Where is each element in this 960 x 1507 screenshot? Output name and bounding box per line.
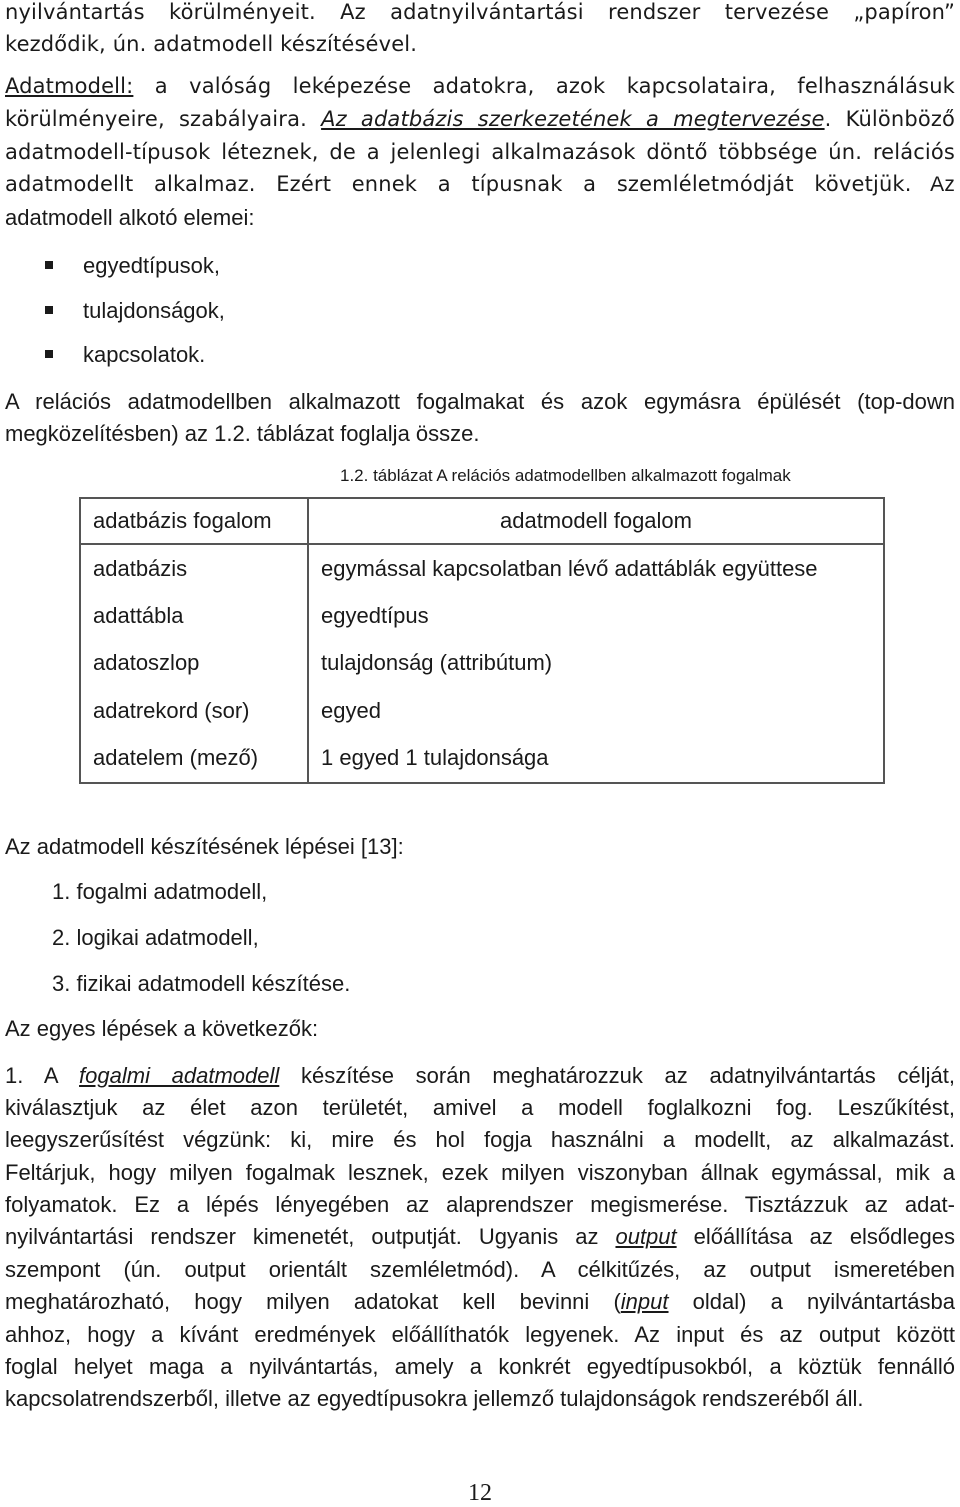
summary-line-1: A relációs adatmodellben alkalmazott fogalmakat és azok egymásra épülését (top-down <box>5 389 955 414</box>
table-header-cell: adatmodell fogalom <box>308 498 884 544</box>
table-row <box>80 544 884 592</box>
table-row <box>80 592 884 639</box>
bullet-item <box>45 253 745 283</box>
definition-line-1 <box>5 74 955 98</box>
intro-line-6b: Az <box>911 173 955 196</box>
table-cell: adattábla <box>80 592 308 639</box>
definition-text: a valóság leképezése adatokra, azok kapcsolataira, felhasználásuk <box>133 74 955 98</box>
bullet-item <box>45 298 745 328</box>
para-text: meghatározható, hogy milyen adatokat kell bevinni ( <box>5 1289 621 1314</box>
para-line-5: folyamatok. Ez a lépés lényegében az alaprendszer megismerése. Tisztázzuk az adat- <box>5 1192 955 1217</box>
definition-text-2a: körülményeire, szabályaira. <box>5 107 322 131</box>
para-line-4: Feltárjuk, hogy milyen fogalmak lesznek, ezek milyen viszonyban állnak egymással, mik a <box>5 1160 955 1185</box>
para-term: fogalmi adatmodell <box>79 1063 280 1088</box>
bullet-item <box>45 342 745 372</box>
intro-line-5: adatmodell-típusok léteznek, de a jelenlegi alkalmazások döntő többsége ún. relációs <box>5 140 955 164</box>
para-line-8 <box>5 1289 955 1315</box>
page-number: 12 <box>468 1480 492 1506</box>
table-header-cell: adatbázis fogalom <box>80 498 308 544</box>
bullet-square-icon <box>45 350 53 358</box>
table-cell: adatelem (mező) <box>80 735 308 783</box>
para-text: 1. A <box>5 1063 80 1088</box>
table-row <box>80 735 884 783</box>
table-cell: egyedtípus <box>308 592 884 639</box>
steps-item: 2. logikai adatmodell, <box>52 925 259 950</box>
bullet-square-icon <box>45 261 53 269</box>
summary-line-2: megközelítésben) az 1.2. táblázat foglalja össze. <box>5 421 480 446</box>
table-cell: egyed <box>308 687 884 734</box>
table-cell: 1 egyed 1 tulajdonsága <box>308 735 884 783</box>
table-row <box>80 687 884 734</box>
bullet-text: egyedtípusok, <box>83 253 220 278</box>
para-text: előállítása az elsődleges <box>676 1224 956 1249</box>
table-row <box>80 640 884 687</box>
steps-item: 1. fogalmi adatmodell, <box>52 879 268 904</box>
bullet-square-icon <box>45 306 53 314</box>
table-cell: adatbázis <box>80 544 308 592</box>
definition-term: Adatmodell: <box>5 74 134 98</box>
intro-line-2: kezdődik, ún. adatmodell készítésével. <box>5 32 418 56</box>
intro-line-6a: adatmodellt alkalmaz. Ezért ennek a típusnak a szemléletmódját követjük. <box>5 172 912 196</box>
steps-next: Az egyes lépések a következők: <box>5 1016 319 1041</box>
para-line-3: leegyszerűsítést végzünk: ki, mire és hol fogja használni a modellt, az alkalmazást. <box>5 1127 955 1152</box>
para-line-7: szempont (ún. output orientált szemléletmód). A célkitűzés, az output ismeretében <box>5 1257 955 1282</box>
concepts-table <box>79 497 885 784</box>
definition-line-2 <box>5 107 955 131</box>
para-line-1 <box>5 1063 955 1089</box>
bullet-text: kapcsolatok. <box>83 342 206 367</box>
para-text: oldal) a nyilvántartásba <box>668 1289 956 1314</box>
definition-emphasis: Az adatbázis szerkezetének a megtervezése <box>321 107 825 131</box>
table-cell: egymással kapcsolatban lévő adattáblák együttese <box>308 544 884 592</box>
intro-line-1: nyilvántartás körülményeit. Az adatnyilvántartási rendszer tervezése „papíron” <box>5 0 955 24</box>
para-line-2: kiválasztjuk az élet azon területét, amivel a modell foglalkozni fog. Leszűkítést, <box>5 1095 955 1120</box>
intro-line-7: adatmodell alkotó elemei: <box>5 205 255 230</box>
para-term: output <box>615 1224 677 1249</box>
para-line-10: foglal helyet maga a nyilvántartás, amely a konkrét egyedtípusokból, a köztük fennálló <box>5 1354 955 1379</box>
table-caption: 1.2. táblázat A relációs adatmodellben alkalmazott fogalmak <box>340 466 791 485</box>
table-cell: tulajdonság (attribútum) <box>308 640 884 687</box>
intro-line-6 <box>5 172 955 197</box>
bullet-text: tulajdonságok, <box>83 298 225 323</box>
para-text: nyilvántartási rendszer kimenetét, outputját. Ugyanis az <box>5 1224 616 1249</box>
para-term: input <box>620 1289 669 1314</box>
para-line-11: kapcsolatrendszerből, illetve az egyedtípusokra jellemző tulajdonságok rendszeréből áll. <box>5 1386 864 1411</box>
table-cell: adatoszlop <box>80 640 308 687</box>
para-line-6 <box>5 1224 955 1250</box>
para-text: készítése során meghatározzuk az adatnyilvántartás célját, <box>279 1063 955 1088</box>
definition-text-2b: . Különböző <box>824 107 955 131</box>
table-cell: adatrekord (sor) <box>80 687 308 734</box>
para-line-9: ahhoz, hogy a kívánt eredmények előállíthatók legyenek. Az input és az output között <box>5 1322 955 1347</box>
steps-item: 3. fizikai adatmodell készítése. <box>52 971 351 996</box>
table-header-row <box>80 498 884 544</box>
steps-intro: Az adatmodell készítésének lépései [13]: <box>5 834 404 859</box>
